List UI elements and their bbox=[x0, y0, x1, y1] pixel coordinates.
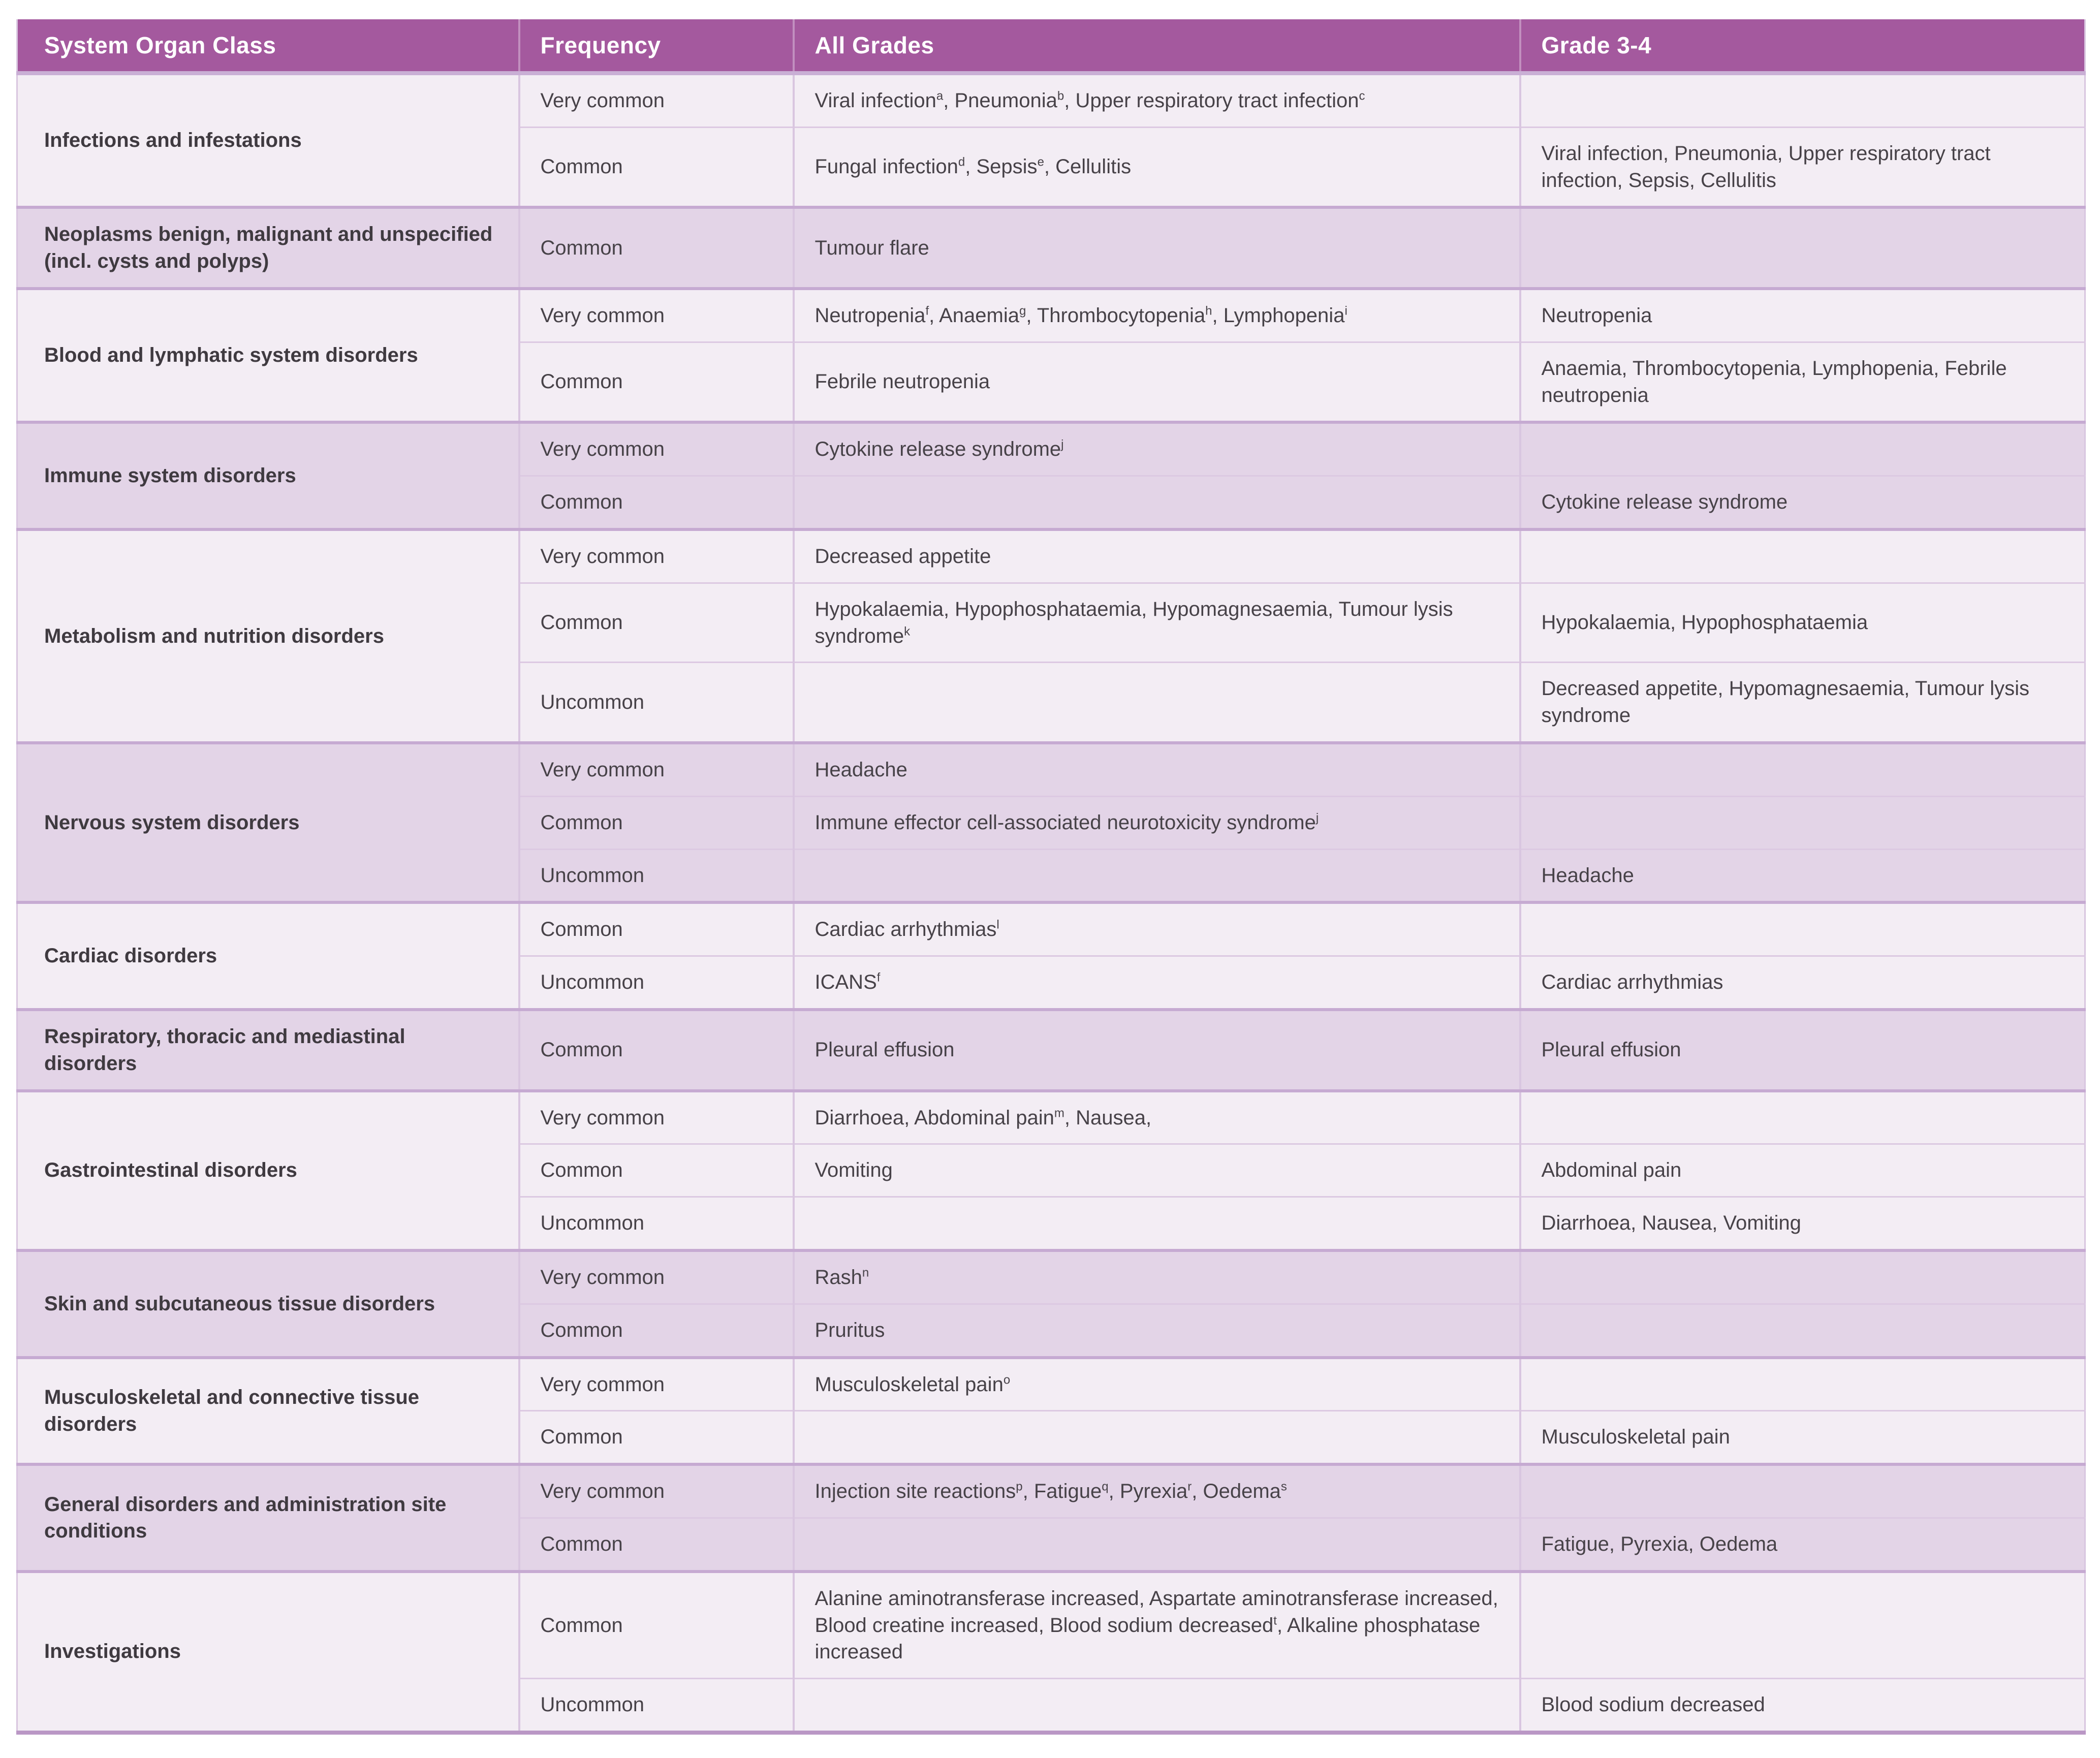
all-grades-cell bbox=[794, 1197, 1520, 1250]
col-header-grade-3-4: Grade 3-4 bbox=[1520, 19, 2085, 73]
organ-class-cell: Musculoskeletal and connective tissue disorders bbox=[17, 1358, 519, 1465]
grade-3-4-cell bbox=[1520, 207, 2085, 289]
all-grades-cell: Alanine aminotransferase increased, Aspartate aminotransferase increased, Blood creatine increased, Blood sodium decreased$^t$, Alkaline phosphatase increased bbox=[794, 1572, 1520, 1679]
all-grades-cell: Musculoskeletal pain$^o$ bbox=[794, 1358, 1520, 1411]
grade-3-4-cell bbox=[1520, 796, 2085, 849]
grade-3-4-cell bbox=[1520, 743, 2085, 796]
organ-class-cell: Metabolism and nutrition disorders bbox=[17, 529, 519, 743]
all-grades-cell bbox=[794, 1411, 1520, 1464]
grade-3-4-cell: Blood sodium decreased bbox=[1520, 1679, 2085, 1733]
frequency-cell: Common bbox=[519, 583, 794, 663]
grade-3-4-cell: Viral infection, Pneumonia, Upper respiratory tract infection, Sepsis, Cellulitis bbox=[1520, 127, 2085, 207]
frequency-cell: Very common bbox=[519, 1091, 794, 1144]
grade-3-4-cell bbox=[1520, 1091, 2085, 1144]
all-grades-cell bbox=[794, 1679, 1520, 1733]
all-grades-cell bbox=[794, 476, 1520, 529]
all-grades-cell: Hypokalaemia, Hypophosphataemia, Hypomagnesaemia, Tumour lysis syndrome$^k$ bbox=[794, 583, 1520, 663]
grade-3-4-cell: Neutropenia bbox=[1520, 289, 2085, 342]
frequency-cell: Very common bbox=[519, 743, 794, 796]
frequency-cell: Common bbox=[519, 127, 794, 207]
grade-3-4-cell: Headache bbox=[1520, 849, 2085, 902]
all-grades-cell: Fungal infection$^d$, Sepsis$^e$, Cellulitis bbox=[794, 127, 1520, 207]
all-grades-cell: Immune effector cell-associated neurotoxicity syndrome$^j$ bbox=[794, 796, 1520, 849]
frequency-cell: Very common bbox=[519, 1250, 794, 1304]
grade-3-4-cell: Cardiac arrhythmias bbox=[1520, 956, 2085, 1010]
grade-3-4-cell bbox=[1520, 529, 2085, 583]
grade-3-4-cell: Abdominal pain bbox=[1520, 1144, 2085, 1197]
col-header-frequency: Frequency bbox=[519, 19, 794, 73]
frequency-cell: Common bbox=[519, 342, 794, 422]
frequency-cell: Very common bbox=[519, 1358, 794, 1411]
all-grades-cell: Vomiting bbox=[794, 1144, 1520, 1197]
all-grades-cell: Pleural effusion bbox=[794, 1010, 1520, 1091]
organ-class-cell: Cardiac disorders bbox=[17, 902, 519, 1010]
all-grades-cell: Headache bbox=[794, 743, 1520, 796]
frequency-cell: Common bbox=[519, 476, 794, 529]
all-grades-cell: Cardiac arrhythmias$^l$ bbox=[794, 902, 1520, 956]
table-row bbox=[17, 902, 2085, 956]
table-row bbox=[17, 529, 2085, 583]
all-grades-cell: Injection site reactions$^p$, Fatigue$^q$, Pyrexia$^r$, Oedema$^s$ bbox=[794, 1464, 1520, 1518]
all-grades-cell: Viral infection$^a$, Pneumonia$^b$, Upper respiratory tract infection$^c$ bbox=[794, 73, 1520, 127]
frequency-cell: Common bbox=[519, 796, 794, 849]
table-row bbox=[17, 1010, 2085, 1091]
frequency-cell: Very common bbox=[519, 1464, 794, 1518]
frequency-cell: Uncommon bbox=[519, 956, 794, 1010]
grade-3-4-cell: Pleural effusion bbox=[1520, 1010, 2085, 1091]
col-header-system-organ-class: System Organ Class bbox=[17, 19, 519, 73]
table-row bbox=[17, 73, 2085, 127]
organ-class-cell: Skin and subcutaneous tissue disorders bbox=[17, 1250, 519, 1358]
organ-class-cell: Infections and infestations bbox=[17, 73, 519, 207]
all-grades-cell: Diarrhoea, Abdominal pain$^m$, Nausea, bbox=[794, 1091, 1520, 1144]
grade-3-4-cell: Anaemia, Thrombocytopenia, Lymphopenia, Febrile neutropenia bbox=[1520, 342, 2085, 422]
all-grades-cell: Febrile neutropenia bbox=[794, 342, 1520, 422]
frequency-cell: Very common bbox=[519, 422, 794, 476]
all-grades-cell: Rash$^n$ bbox=[794, 1250, 1520, 1304]
frequency-cell: Very common bbox=[519, 289, 794, 342]
frequency-cell: Common bbox=[519, 1304, 794, 1357]
table-row bbox=[17, 1250, 2085, 1304]
all-grades-cell bbox=[794, 1518, 1520, 1571]
frequency-cell: Uncommon bbox=[519, 849, 794, 902]
table-row bbox=[17, 1091, 2085, 1144]
table-row bbox=[17, 743, 2085, 796]
organ-class-cell: Blood and lymphatic system disorders bbox=[17, 289, 519, 422]
grade-3-4-cell bbox=[1520, 1358, 2085, 1411]
frequency-cell: Uncommon bbox=[519, 1197, 794, 1250]
header-row bbox=[17, 19, 2085, 73]
grade-3-4-cell bbox=[1520, 902, 2085, 956]
organ-class-cell: Nervous system disorders bbox=[17, 743, 519, 902]
grade-3-4-cell: Fatigue, Pyrexia, Oedema bbox=[1520, 1518, 2085, 1571]
table-row bbox=[17, 207, 2085, 289]
grade-3-4-cell bbox=[1520, 1572, 2085, 1679]
grade-3-4-cell bbox=[1520, 73, 2085, 127]
frequency-cell: Uncommon bbox=[519, 1679, 794, 1733]
frequency-cell: Very common bbox=[519, 73, 794, 127]
organ-class-cell: Investigations bbox=[17, 1572, 519, 1733]
grade-3-4-cell bbox=[1520, 1304, 2085, 1357]
frequency-cell: Very common bbox=[519, 529, 794, 583]
frequency-cell: Common bbox=[519, 902, 794, 956]
all-grades-cell: Decreased appetite bbox=[794, 529, 1520, 583]
frequency-cell: Common bbox=[519, 207, 794, 289]
frequency-cell: Common bbox=[519, 1010, 794, 1091]
table-row bbox=[17, 1572, 2085, 1679]
grade-3-4-cell bbox=[1520, 1464, 2085, 1518]
all-grades-cell: Tumour flare bbox=[794, 207, 1520, 289]
all-grades-cell: ICANS$^f$ bbox=[794, 956, 1520, 1010]
frequency-cell: Uncommon bbox=[519, 663, 794, 743]
all-grades-cell bbox=[794, 663, 1520, 743]
frequency-cell: Common bbox=[519, 1411, 794, 1464]
table-row bbox=[17, 1358, 2085, 1411]
all-grades-cell: Pruritus bbox=[794, 1304, 1520, 1357]
table-row bbox=[17, 289, 2085, 342]
organ-class-cell: Respiratory, thoracic and mediastinal disorders bbox=[17, 1010, 519, 1091]
table-row bbox=[17, 422, 2085, 476]
grade-3-4-cell bbox=[1520, 1250, 2085, 1304]
frequency-cell: Common bbox=[519, 1144, 794, 1197]
grade-3-4-cell: Decreased appetite, Hypomagnesaemia, Tumour lysis syndrome bbox=[1520, 663, 2085, 743]
organ-class-cell: Immune system disorders bbox=[17, 422, 519, 529]
organ-class-cell: General disorders and administration site conditions bbox=[17, 1464, 519, 1572]
frequency-cell: Common bbox=[519, 1518, 794, 1571]
grade-3-4-cell: Diarrhoea, Nausea, Vomiting bbox=[1520, 1197, 2085, 1250]
all-grades-cell: Neutropenia$^f$, Anaemia$^g$, Thrombocytopenia$^h$, Lymphopenia$^i$ bbox=[794, 289, 1520, 342]
adverse-reactions-table bbox=[16, 19, 2086, 1735]
grade-3-4-cell bbox=[1520, 422, 2085, 476]
table-row bbox=[17, 1464, 2085, 1518]
all-grades-cell bbox=[794, 849, 1520, 902]
organ-class-cell: Neoplasms benign, malignant and unspecified (incl. cysts and polyps) bbox=[17, 207, 519, 289]
frequency-cell: Common bbox=[519, 1572, 794, 1679]
col-header-all-grades: All Grades bbox=[794, 19, 1520, 73]
all-grades-cell: Cytokine release syndrome$^j$ bbox=[794, 422, 1520, 476]
organ-class-cell: Gastrointestinal disorders bbox=[17, 1091, 519, 1250]
grade-3-4-cell: Musculoskeletal pain bbox=[1520, 1411, 2085, 1464]
grade-3-4-cell: Cytokine release syndrome bbox=[1520, 476, 2085, 529]
grade-3-4-cell: Hypokalaemia, Hypophosphataemia bbox=[1520, 583, 2085, 663]
